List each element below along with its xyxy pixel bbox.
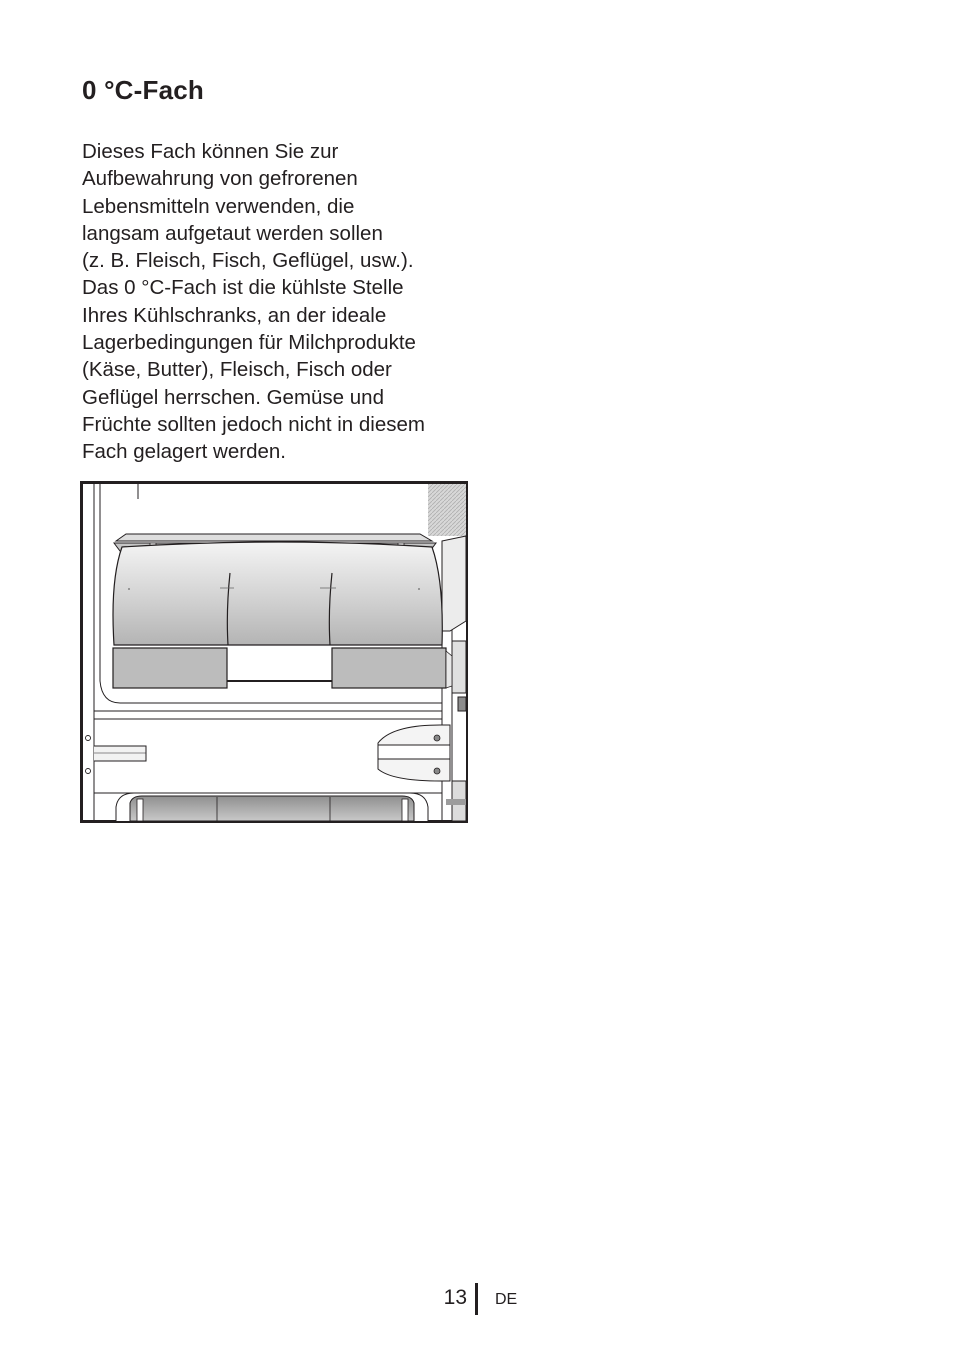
body-line: (Käse, Butter), Fleisch, Fisch oder [82, 358, 392, 382]
body-line: Früchte sollten jedoch nicht in diesem [82, 412, 425, 436]
body-line: Lagerbedingungen für Milchprodukte [82, 331, 416, 355]
page-footer [0, 1283, 954, 1315]
body-line: Aufbewahrung von gefrorenen [82, 167, 358, 191]
language-code: DE [495, 1291, 518, 1308]
fridge-chiller-compartment-illustration [80, 481, 468, 823]
body-line: Fach gelagert werden. [82, 440, 286, 464]
crisper-tray [116, 793, 428, 821]
footer-divider [475, 1283, 478, 1315]
body-line: langsam aufgetaut werden sollen [82, 221, 383, 245]
page-number: 13 [443, 1286, 467, 1309]
body-line: Lebensmitteln verwenden, die [82, 194, 355, 218]
section-title: 0 °C-Fach [82, 75, 204, 105]
body-line: Dieses Fach können Sie zur [82, 140, 339, 163]
body-line: Ihres Kühlschranks, an der ideale [82, 303, 387, 327]
body-line: (z. B. Fleisch, Fisch, Geflügel, usw.). [82, 249, 414, 273]
body-line: Geflügel herrschen. Gemüse und [82, 385, 384, 409]
body-line: Das 0 °C-Fach ist die kühlste Stelle [82, 276, 404, 300]
chiller-drawer [113, 542, 442, 645]
section-body [82, 138, 482, 466]
